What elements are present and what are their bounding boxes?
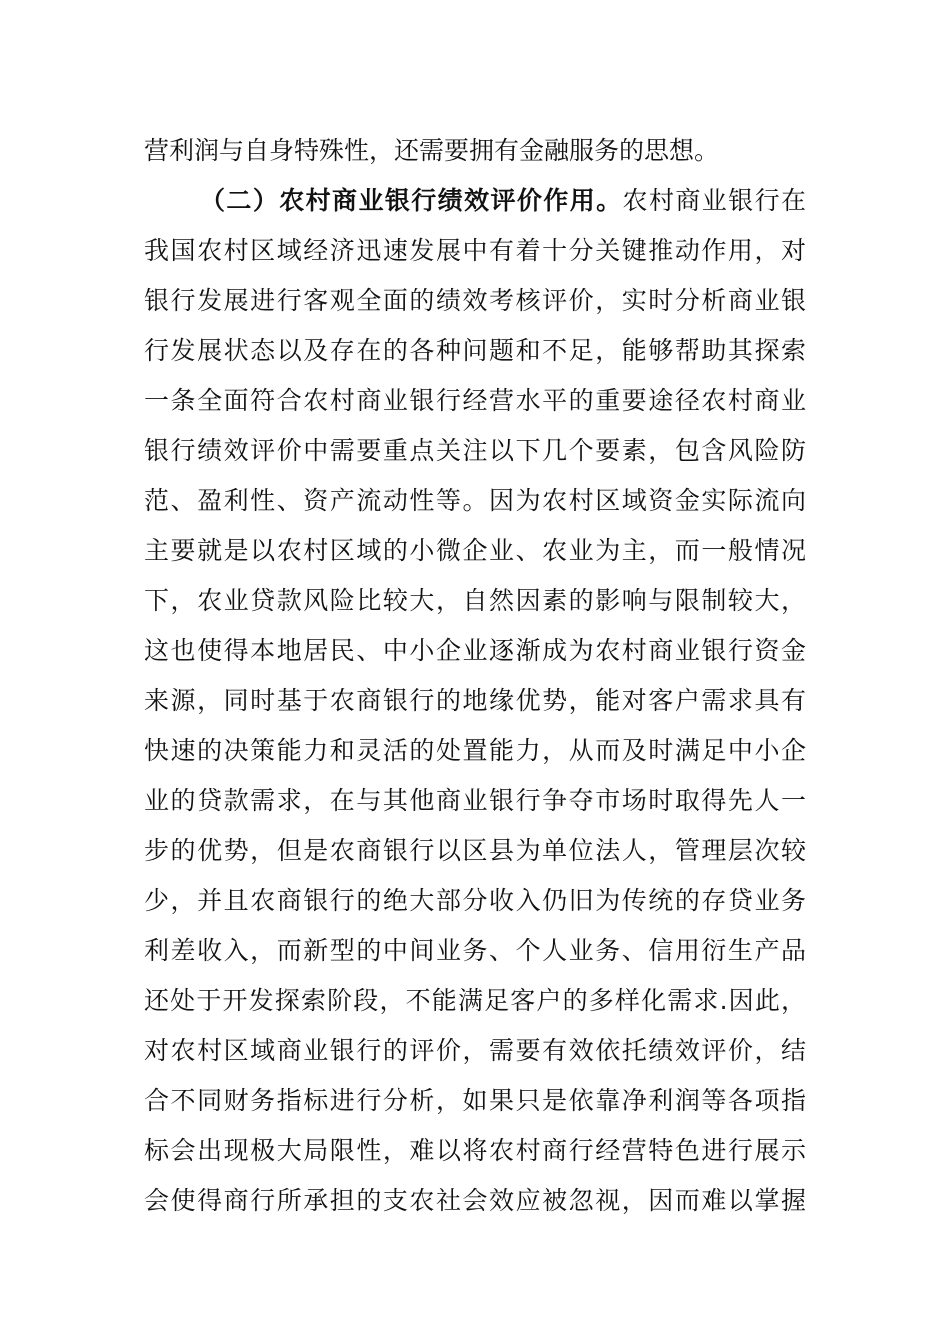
paragraph-line: 下，农业贷款风险比较大，自然因素的影响与限制较大， <box>144 586 806 615</box>
paragraph-line: 银行绩效评价中需要重点关注以下几个要素，包含风险防 <box>144 436 806 465</box>
paragraph-line: 标会出现极大局限性，难以将农村商行经营特色进行展示 <box>144 1136 806 1165</box>
paragraph-line: 行发展状态以及存在的各种问题和不足，能够帮助其探索 <box>144 336 806 365</box>
paragraph-line: 一条全面符合农村商业银行经营水平的重要途径农村商业 <box>144 386 806 415</box>
paragraph-line: 还处于开发探索阶段，不能满足客户的多样化需求.因此， <box>144 986 806 1015</box>
paragraph-line: 快速的决策能力和灵活的处置能力，从而及时满足中小企 <box>144 736 806 765</box>
section-heading: （二）农村商业银行绩效评价作用。 <box>200 186 623 215</box>
paragraph-line: 营利润与自身特殊性，还需要拥有金融服务的思想。 <box>144 136 720 165</box>
paragraph-line: 这也使得本地居民、中小企业逐渐成为农村商业银行资金 <box>144 636 806 665</box>
paragraph-line: 对农村区域商业银行的评价，需要有效依托绩效评价，结 <box>144 1036 806 1065</box>
paragraph-line: 农村商业银行在 <box>622 186 806 215</box>
paragraph-line: 利差收入，而新型的中间业务、个人业务、信用衍生产品 <box>144 936 806 965</box>
paragraph-line: 会使得商行所承担的支农社会效应被忽视，因而难以掌握 <box>144 1186 806 1215</box>
paragraph-line: 少，并且农商银行的绝大部分收入仍旧为传统的存贷业务 <box>144 886 806 915</box>
paragraph-line: 范、盈利性、资产流动性等。因为农村区域资金实际流向 <box>144 486 806 515</box>
paragraph-line: 我国农村区域经济迅速发展中有着十分关键推动作用，对 <box>144 236 806 265</box>
paragraph-line: 来源，同时基于农商银行的地缘优势，能对客户需求具有 <box>144 686 806 715</box>
paragraph-line: 业的贷款需求，在与其他商业银行争夺市场时取得先人一 <box>144 786 806 815</box>
paragraph-line: 合不同财务指标进行分析，如果只是依靠净利润等各项指 <box>144 1086 806 1115</box>
section-heading-line <box>200 176 806 226</box>
paragraph-line: 步的优势，但是农商银行以区县为单位法人，管理层次较 <box>144 836 806 865</box>
paragraph-line: 银行发展进行客观全面的绩效考核评价，实时分析商业银 <box>144 286 806 315</box>
paragraph-line: 主要就是以农村区域的小微企业、农业为主，而一般情况 <box>144 536 806 565</box>
